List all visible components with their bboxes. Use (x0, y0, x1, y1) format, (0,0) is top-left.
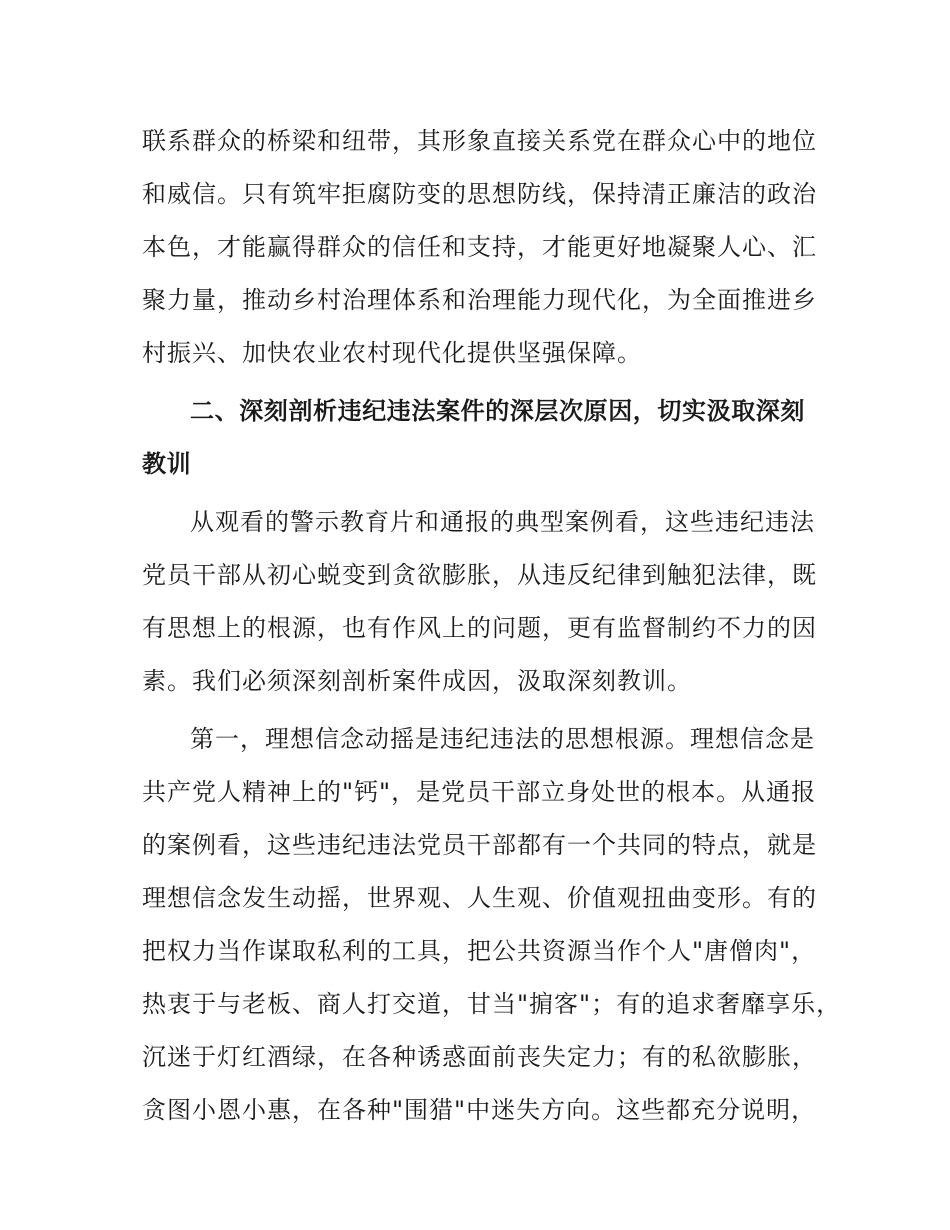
paragraph-3-line-5: 把权力当作谋取私利的工具，把公共资源当作个人"唐僧肉"， (142, 937, 817, 965)
paragraph-3-line-7: 沉迷于灯红酒绿，在各种诱惑面前丧失定力；有的私欲膨胀， (142, 1043, 817, 1071)
paragraph-3-line-3: 的案例看，这些违纪违法党员干部都有一个共同的特点，就是 (142, 831, 817, 859)
paragraph-1-line-3: 本色，才能赢得群众的信任和支持，才能更好地凝聚人心、汇 (142, 233, 817, 261)
paragraph-3-line-1: 第一，理想信念动摇是违纪违法的思想根源。理想信念是 (190, 725, 815, 753)
paragraph-3-line-8: 贪图小恩小惠，在各种"围猎"中迷失方向。这些都充分说明， (142, 1096, 817, 1124)
paragraph-3-line-6: 热衷于与老板、商人打交道，甘当"掮客"；有的追求奢靡享乐， (142, 990, 842, 1018)
paragraph-2-line-2: 党员干部从初心蜕变到贪欲膨胀，从违反纪律到触犯法律，既 (142, 561, 817, 589)
paragraph-1-line-2: 和威信。只有筑牢拒腐防变的思想防线，保持清正廉洁的政治 (142, 180, 817, 208)
paragraph-3-line-4: 理想信念发生动摇，世界观、人生观、价值观扭曲变形。有的 (142, 884, 817, 912)
paragraph-1-line-5: 村振兴、加快农业农村现代化提供坚强保障。 (142, 339, 642, 367)
paragraph-2-line-3: 有思想上的根源，也有作风上的问题，更有监督制约不力的因 (142, 614, 817, 642)
paragraph-3-line-2: 共产党人精神上的"钙"，是党员干部立身处世的根本。从通报 (142, 778, 817, 806)
paragraph-1-line-1: 联系群众的桥梁和纽带，其形象直接关系党在群众心中的地位 (142, 127, 817, 155)
paragraph-2-line-4: 素。我们必须深刻剖析案件成因，汲取深刻教训。 (142, 667, 692, 695)
section-heading-line-1: 二、深刻剖析违纪违法案件的深层次原因，切实汲取深刻 (190, 397, 805, 425)
section-heading-line-2: 教训 (142, 450, 192, 478)
paragraph-1-line-4: 聚力量，推动乡村治理体系和治理能力现代化，为全面推进乡 (142, 286, 817, 314)
paragraph-2-line-1: 从观看的警示教育片和通报的典型案例看，这些违纪违法 (190, 508, 815, 536)
